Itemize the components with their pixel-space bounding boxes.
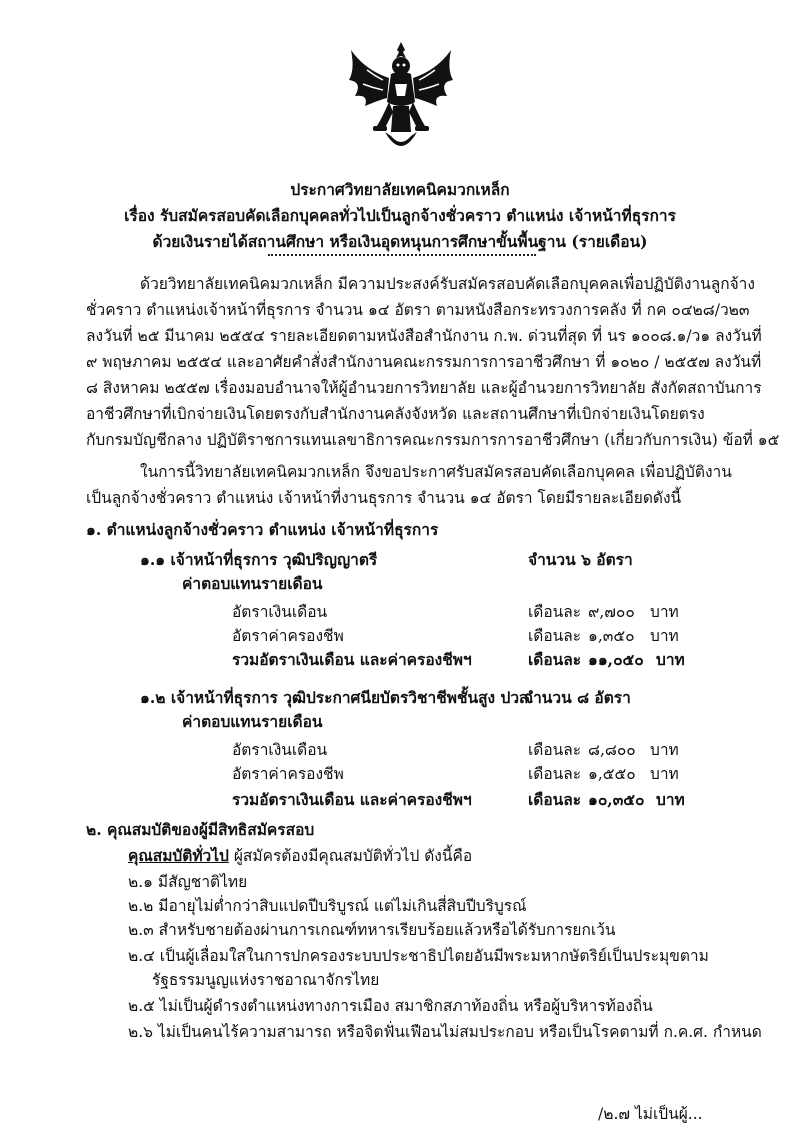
sub2-row-unit: บาท	[656, 790, 685, 809]
qualification-item: ๒.๔ เป็นผู้เลื่อมใสในการปกครองระบบประชาธิปไตยอันมีพระมหากษัตริย์เป็นประมุขตาม	[128, 947, 709, 965]
general-qualification-line	[128, 846, 472, 866]
sub1-row-label: อัตราเงินเดือน	[232, 603, 328, 621]
garuda-emblem-icon	[345, 40, 457, 158]
qualification-item: ๒.๑ มีสัญชาติไทย	[128, 873, 248, 891]
section2-heading: ๒. คุณสมบัติของผู้มีสิทธิสมัครสอบ	[86, 820, 315, 839]
intro-p1-line: ๙ พฤษภาคม ๒๕๕๔ และอาศัยคำสั่งสำนักงานคณะกรรมการการอาชีวศึกษา ที่ ๑๐๒๐ / ๒๕๕๗ ลงวันที่	[86, 353, 762, 371]
sub1-row-amount: ๑,๓๕๐	[588, 627, 635, 645]
sub1-comp-label: ค่าตอบแทนรายเดือน	[182, 574, 323, 593]
intro-p1-line: ชั่วคราว ตำแหน่งเจ้าหน้าที่ธุรการ จำนวน ๑๔ อัตรา ตามหนังสือกระทรวงการคลัง ที่ กค ๐๔๒๘/ว๒๓	[86, 301, 750, 319]
sub2-row-prefix: เดือนละ	[528, 790, 582, 809]
sub1-row-unit: บาท	[650, 627, 679, 645]
sub1-row-label: อัตราค่าครองชีพ	[232, 627, 344, 645]
dotted-separator	[268, 254, 536, 256]
qualification-item: ๒.๒ มีอายุไม่ต่ำกว่าสิบแปดปีบริบูรณ์ แต่ไม่เกินสี่สิบปีบริบูรณ์	[128, 897, 527, 915]
announcement-title: ประกาศวิทยาลัยเทคนิคมวกเหล็ก	[290, 180, 510, 199]
intro-p1-line: ด้วยวิทยาลัยเทคนิคมวกเหล็ก มีความประสงค์รับสมัครสอบคัดเลือกบุคคลเพื่อปฏิบัติงานลูกจ้าง	[140, 275, 755, 293]
continued-page-marker: /๒.๗ ไม่เป็นผู้...	[598, 1105, 703, 1123]
sub2-row-label: รวมอัตราเงินเดือน และค่าครองชีพฯ	[232, 790, 472, 809]
sub2-row-label: อัตราค่าครองชีพ	[232, 765, 344, 783]
qualification-item: ๒.๕ ไม่เป็นผู้ดำรงตำแหน่งทางการเมือง สมาชิกสภาท้องถิ่น หรือผู้บริหารท้องถิ่น	[128, 997, 653, 1015]
subject-line-1: เรื่อง รับสมัครสอบคัดเลือกบุคคลทั่วไปเป็นลูกจ้างชั่วคราว ตำแหน่ง เจ้าหน้าที่ธุรการ	[124, 206, 676, 225]
sub1-row-unit: บาท	[650, 603, 679, 621]
sub2-row-amount: ๘,๘๐๐	[588, 741, 636, 759]
sub1-row-label: รวมอัตราเงินเดือน และค่าครองชีพฯ	[232, 650, 472, 669]
sub2-comp-label: ค่าตอบแทนรายเดือน	[182, 712, 323, 731]
sub1-row-unit: บาท	[656, 650, 685, 669]
sub1-row-prefix: เดือนละ	[528, 603, 582, 621]
sub1-row-prefix: เดือนละ	[528, 627, 582, 645]
intro-p1-line: กับกรมบัญชีกลาง ปฏิบัติราชการแทนเลขาธิการคณะกรรมการการอาชีวศึกษา (เกี่ยวกับการเงิน) ข้อที่ ๑๕	[86, 431, 780, 449]
qualification-item: ๒.๖ ไม่เป็นคนไร้ความสามารถ หรือจิตฟั่นเฟือนไม่สมประกอบ หรือเป็นโรคตามที่ ก.ค.ศ. กำหนด	[128, 1023, 762, 1041]
general-qualification-text: ผู้สมัครต้องมีคุณสมบัติทั่วไป ดังนี้คือ	[228, 847, 473, 865]
sub2-count: จำนวน ๘ อัตรา	[524, 688, 631, 707]
sub2-title: ๑.๒ เจ้าหน้าที่ธุรการ วุฒิประกาศนียบัตรวิชาชีพชั้นสูง ปวส.	[140, 688, 534, 707]
sub1-count: จำนวน ๖ อัตรา	[528, 550, 633, 569]
subject-line-2: ด้วยเงินรายได้สถานศึกษา หรือเงินอุดหนุนการศึกษาขั้นพื้นฐาน (รายเดือน)	[152, 232, 648, 251]
sub2-row-unit: บาท	[650, 741, 679, 759]
intro-p2-line: เป็นลูกจ้างชั่วคราว ตำแหน่ง เจ้าหน้าที่งานธุรการ จำนวน ๑๔ อัตรา โดยมีรายละเอียดดังนี้	[86, 489, 682, 507]
intro-p1-line: อาชีวศึกษาที่เบิกจ่ายเงินโดยตรงกับสำนักงานคลังจังหวัด และสถานศึกษาที่เบิกจ่ายเงินโดยตรง	[86, 405, 705, 423]
sub2-row-unit: บาท	[650, 765, 679, 783]
intro-p1-line: ๘ สิงหาคม ๒๕๕๗ เรื่องมอบอำนาจให้ผู้อำนวยการวิทยาลัย และผู้อำนวยการวิทยาลัย สังกัดสถาบันการ	[86, 379, 762, 397]
sub2-row-amount: ๑,๕๕๐	[588, 765, 636, 783]
sub1-row-amount: ๑๑,๐๕๐	[588, 650, 644, 669]
sub2-row-prefix: เดือนละ	[528, 765, 582, 783]
sub1-row-amount: ๙,๗๐๐	[588, 603, 635, 621]
sub2-row-amount: ๑๐,๓๕๐	[588, 790, 645, 809]
sub2-row-label: อัตราเงินเดือน	[232, 741, 328, 759]
sub1-title: ๑.๑ เจ้าหน้าที่ธุรการ วุฒิปริญญาตรี	[140, 550, 378, 569]
qualification-item-continued: รัฐธรรมนูญแห่งราชอาณาจักรไทย	[152, 971, 380, 989]
intro-p1-line: ลงวันที่ ๒๕ มีนาคม ๒๕๕๔ รายละเอียดตามหนังสือสำนักงาน ก.พ. ด่วนที่สุด ที่ นร ๑๐๐๘.๑/ว๑ ลงวันที่	[86, 327, 762, 345]
sub1-row-prefix: เดือนละ	[528, 650, 582, 669]
intro-p2-line: ในการนี้วิทยาลัยเทคนิคมวกเหล็ก จึงขอประกาศรับสมัครสอบคัดเลือกบุคคล เพื่อปฏิบัติงาน	[140, 463, 732, 481]
qualification-item: ๒.๓ สำหรับชายต้องผ่านการเกณฑ์ทหารเรียบร้อยแล้วหรือได้รับการยกเว้น	[128, 921, 616, 939]
sub2-row-prefix: เดือนละ	[528, 741, 582, 759]
general-qualification-label: คุณสมบัติทั่วไป	[128, 846, 229, 865]
section1-heading: ๑. ตำแหน่งลูกจ้างชั่วคราว ตำแหน่ง เจ้าหน้าที่ธุรการ	[86, 520, 439, 539]
